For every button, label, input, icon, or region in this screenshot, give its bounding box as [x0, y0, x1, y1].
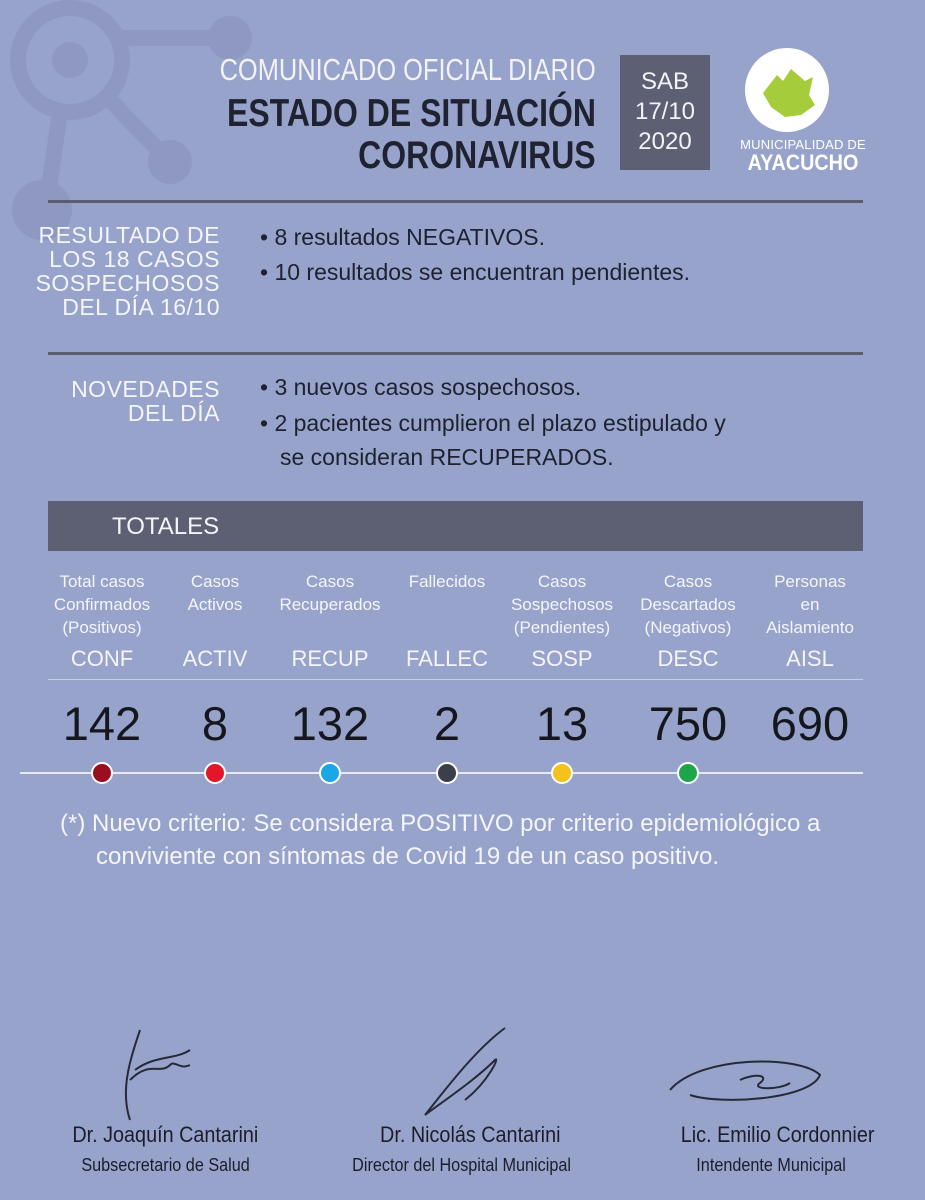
total-abbr: SOSP [531, 646, 593, 671]
section-label-results [36, 223, 220, 319]
total-label [750, 570, 870, 640]
total-abbr: ACTIV [182, 646, 248, 671]
totals-title: TOTALES [112, 513, 220, 540]
status-dot-activ [204, 762, 226, 784]
label-line: RESULTADO DE [38, 222, 220, 248]
total-label-line: Casos [663, 572, 713, 591]
bullet-negative-results: • 8 resultados NEGATIVOS. [260, 224, 546, 250]
total-label [270, 570, 390, 640]
total-value: 132 [290, 697, 370, 750]
total-label [387, 570, 507, 640]
total-label-line: Total casos [59, 572, 145, 591]
total-column-fallec [387, 570, 507, 750]
total-value: 142 [62, 697, 142, 750]
municipality-logo-icon [735, 45, 875, 140]
total-label-line: Casos [190, 572, 240, 591]
bullet-new-suspected: • 3 nuevos casos sospechosos. [260, 374, 582, 400]
total-abbr: CONF [70, 646, 134, 671]
status-dot-recup [319, 762, 341, 784]
total-label-line: Fallecidos [408, 572, 486, 591]
total-label-line: Personas [774, 572, 846, 591]
total-column-activ [155, 570, 275, 750]
label-line: SOSPECHOSOS [35, 270, 220, 296]
total-column-recup [270, 570, 390, 750]
total-label [502, 570, 622, 640]
total-label [155, 570, 275, 640]
total-label [628, 570, 748, 640]
status-dot-conf [91, 762, 113, 784]
bullet-pending-results: • 10 resultados se encuentran pendientes. [260, 259, 691, 285]
total-abbr: FALLEC [406, 646, 488, 671]
total-value: 690 [770, 697, 850, 750]
total-label-line: (Negativos) [644, 618, 732, 637]
total-label-line: Confirmados [53, 595, 151, 614]
total-label-line: Casos [537, 572, 587, 591]
logo-text-top: MUNICIPALIDAD DE [740, 137, 866, 152]
total-value: 13 [535, 697, 589, 750]
label-line: LOS 18 CASOS [49, 246, 220, 272]
date-daymonth: 17/10 [634, 98, 696, 125]
signature-name-3: Lic. Emilio Cordonnier [680, 1122, 875, 1147]
total-value: 2 [433, 697, 461, 750]
total-abbr: DESC [657, 646, 719, 671]
total-column-conf [42, 570, 162, 750]
label-line: DEL DÍA [127, 400, 220, 426]
total-label-line: Aislamiento [766, 618, 854, 637]
header-title-line1: ESTADO DE SITUACIÓN [227, 92, 596, 135]
status-dot-sosp [551, 762, 573, 784]
total-abbr: AISL [786, 646, 834, 671]
total-column-sosp [502, 570, 622, 750]
header-subtitle: COMUNICADO OFICIAL DIARIO [219, 52, 596, 87]
date-badge [620, 55, 710, 170]
signature-name-1: Dr. Joaquín Cantarini [72, 1122, 259, 1147]
signature-role-2: Director del Hospital Municipal [352, 1155, 571, 1175]
total-value: 8 [201, 697, 229, 750]
total-abbr: RECUP [291, 646, 369, 671]
section-label-news [71, 377, 220, 425]
total-column-aisl [750, 570, 870, 750]
note-line1: (*) Nuevo criterio: Se considera POSITIVO por criterio epidemiológico a [60, 810, 821, 837]
date-day: SAB [640, 68, 690, 95]
signature-1-icon [100, 1020, 210, 1130]
divider [48, 352, 863, 355]
total-label-line: Sospechosos [510, 595, 614, 614]
date-year: 2020 [638, 128, 692, 155]
divider [48, 679, 863, 680]
total-label-line: en [800, 595, 820, 614]
label-line: NOVEDADES [71, 376, 220, 402]
total-label-line: (Positivos) [62, 618, 142, 637]
divider [48, 200, 863, 203]
note-line2: conviviente con síntomas de Covid 19 de un caso positivo. [96, 843, 720, 870]
signature-3-icon [660, 1045, 830, 1115]
total-value: 750 [648, 697, 728, 750]
bullet-recovered-continued: se consideran RECUPERADOS. [280, 444, 614, 470]
header-title-line2: CORONAVIRUS [358, 134, 596, 177]
label-line: DEL DÍA 16/10 [62, 294, 220, 320]
status-dot-desc [677, 762, 699, 784]
bullet-recovered: • 2 pacientes cumplieron el plazo estipulado y [260, 410, 726, 436]
status-dot-fallec [436, 762, 458, 784]
total-label-line: (Pendientes) [513, 618, 611, 637]
logo-text-bottom: AYACUCHO [747, 150, 859, 175]
signature-role-1: Subsecretario de Salud [81, 1155, 250, 1175]
signature-name-2: Dr. Nicolás Cantarini [380, 1122, 561, 1147]
total-label-line: Casos [305, 572, 355, 591]
total-label-line: Recuperados [279, 595, 381, 614]
signature-2-icon [405, 1020, 525, 1130]
signature-role-3: Intendente Municipal [696, 1155, 846, 1175]
total-label [42, 570, 162, 640]
total-label-line: Activos [187, 595, 243, 614]
total-column-desc [628, 570, 748, 750]
total-label-line: Descartados [640, 595, 736, 614]
